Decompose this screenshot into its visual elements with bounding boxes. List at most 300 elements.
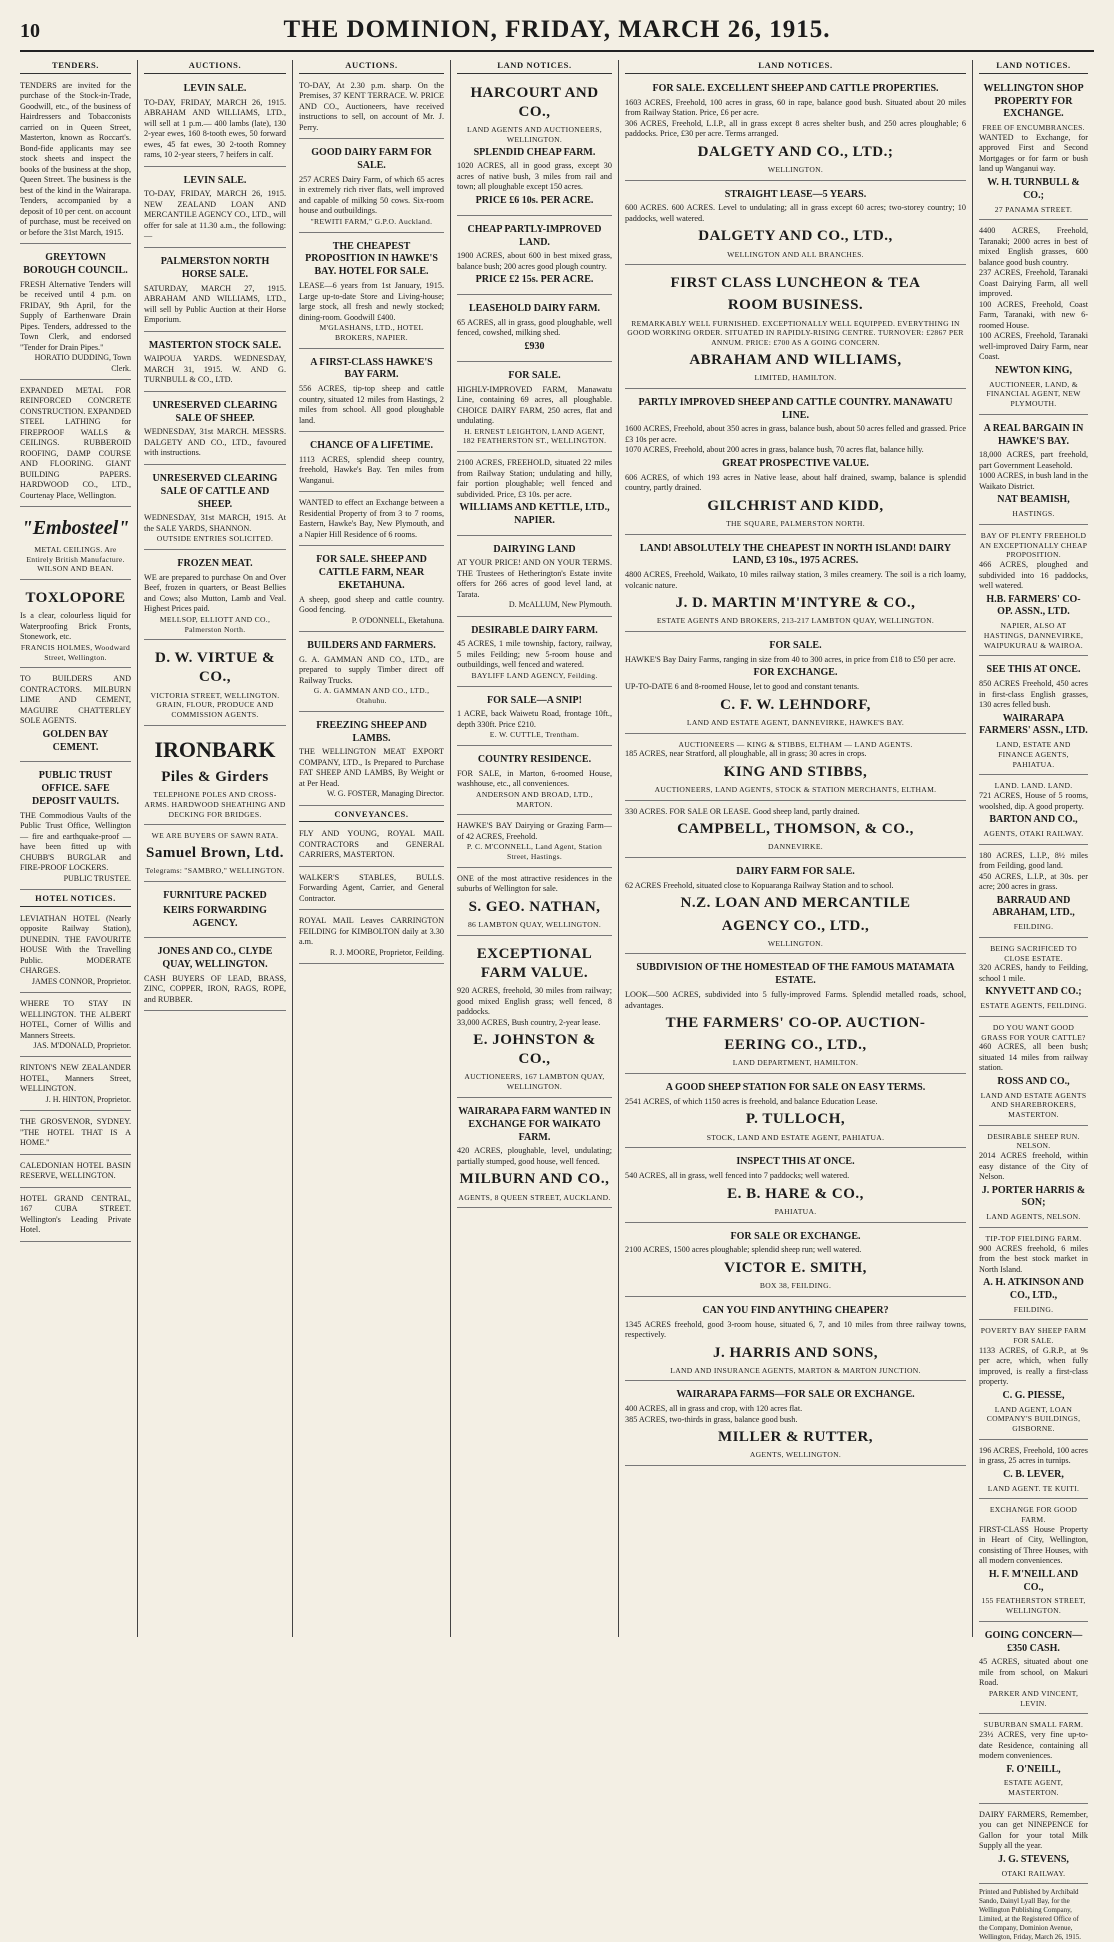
- newspaper-title: THE DOMINION, FRIDAY, MARCH 26, 1915.: [283, 16, 831, 43]
- ad-subtitle: LAND AND ESTATE AGENT, DANNEVIRKE, HAWKE'S BAY.: [686, 717, 905, 727]
- ad-title: LEASEHOLD DAIRY FARM.: [468, 303, 601, 315]
- ad-subtitle: LAND AGENT, LOAN COMPANY'S BUILDINGS, GISBORNE.: [986, 1404, 1081, 1434]
- printer-imprint: Printed and Published by Archibald Sando, Dainyl Lyall Bay, for the Wellington Publishing Company, Limited, at the Registered Office of the Company, Dominion Avenue, Wellington, Friday, March 26, 1915.: [979, 1888, 1082, 1942]
- auction-ad: [144, 251, 286, 332]
- ad-body: WEDNESDAY, 31st MARCH. MESSRS. DALGETY AND CO., LTD., favoured with instructions.: [144, 427, 286, 458]
- ad-subtitle: WELLINGTON AND ALL BRANCHES.: [727, 249, 864, 259]
- ad-signature: JAS. M'DONALD, Proprietor.: [33, 1041, 131, 1051]
- column-heading: LAND NOTICES.: [625, 60, 966, 74]
- stevens-ad: [979, 1807, 1088, 1885]
- ad-body: FOR SALE, in Marton, 6-roomed House, washhouse, etc., all conveniences.: [457, 768, 612, 789]
- going-concern-ad: [979, 1625, 1088, 1715]
- ad-heading: SUBURBAN SMALL FARM.: [983, 1720, 1084, 1730]
- gilchrist-ad: [625, 392, 966, 535]
- ad-body: DAIRY FARMERS, Remember, you can get NINEPENCE for Gallon for your total Milk Supply all the year.: [979, 1809, 1088, 1851]
- ad-body: METAL CEILINGS. Are Entirely British Manufacture. WILSON AND BEAN.: [26, 545, 125, 574]
- column-land-2: [618, 60, 972, 1637]
- ad-title: H. F. M'NEILL AND CO.,: [988, 1568, 1079, 1593]
- ad-heading: WELLINGTON SHOP PROPERTY FOR EXCHANGE.: [983, 82, 1084, 120]
- ad-subtitle: LAND AND ESTATE AGENTS AND SHAREBROKERS, MASTERTON.: [980, 1090, 1087, 1119]
- ad-body: 237 ACRES, Freehold, Taranaki Coast Dairying Farm, all well improved.: [979, 268, 1088, 299]
- ad-subtitle: FEILDING.: [1013, 922, 1054, 932]
- column-tenders: [20, 60, 137, 1637]
- ad-body: 556 ACRES, tip-top sheep and cattle country, situated 12 miles from Hastings, 2 miles from school. All good ploughable land.: [299, 384, 444, 425]
- ad-body: 4800 ACRES, Freehold, Waikato, 10 miles railway station, 3 miles creamery. The soil is a rich loamy, volcanic nature.: [625, 570, 966, 590]
- column-heading: AUCTIONS.: [299, 60, 444, 74]
- ad-subtitle: WELLINGTON.: [767, 938, 824, 948]
- ad-body: A sheep, good sheep and cattle country. Good fencing.: [299, 594, 444, 615]
- ironbark-ad: [144, 729, 286, 826]
- ad-signature: J. H. HINTON, Proprietor.: [45, 1094, 131, 1104]
- ad-body: FRESH Alternative Tenders will be received until 4 p.m. on FRIDAY, 9th April, for the Supply of Earthenware Drain Pipes. Tenders, addressed to the Town Clerk, and endorsed "Tender for Drain Pipes.": [20, 279, 131, 352]
- ad-body: 920 ACRES, freehold, 30 miles from railway; good mixed English grass; well fenced, 8 paddocks.: [457, 986, 612, 1017]
- ad-body: 45 ACRES, 1 mile township, factory, railway, 5 miles Feilding; new 5-room house and outbuildings, well fenced and watered.: [457, 639, 612, 670]
- embosteel-ad: [20, 510, 131, 580]
- page-number: 10: [20, 20, 40, 42]
- ad-body: 1603 ACRES, Freehold, 100 acres in grass, 60 in rape, balance good bush. Situated about 20 miles from Railway Station. Price, £6 per acre.: [625, 97, 966, 118]
- ad-subtitle: ESTATE AGENT, MASTERTON.: [1003, 1778, 1064, 1798]
- ad-title: KING AND STIBBS,: [723, 763, 868, 780]
- ad-body: ONE of the most attractive residences in the suburbs of Wellington for sale.: [457, 873, 612, 894]
- auction-ad: [144, 395, 286, 465]
- ad-subtitle: LAND DEPARTMENT, HAMILTON.: [732, 1058, 859, 1068]
- ad-heading: WAIRARAPA FARM WANTED IN EXCHANGE FOR WAIKATO FARM.: [458, 1105, 611, 1143]
- exchange-ad: WANTED to effect an Exchange between a Residential Property of from 3 to 7 rooms, Eastern, Hawke's Bay, New Plymouth, and a Napier Hill Residence of 6 rooms.: [299, 495, 444, 546]
- knyvett-ad: [979, 941, 1088, 1017]
- ad-company: ABRAHAM AND WILLIAMS,: [689, 351, 902, 368]
- conveyances-heading: CONVEYANCES.: [299, 809, 444, 823]
- masthead: [20, 12, 1094, 52]
- ad-signature: HORATIO DUDDING, Town Clerk.: [34, 353, 131, 373]
- ad-body: TO-DAY, FRIDAY, MARCH 26, 1915. NEW ZEALAND LOAN AND MERCANTILE AGENCY CO., LTD., will offer for sale at 11.30 a.m., the following:—: [144, 189, 286, 241]
- column-heading: LAND NOTICES.: [457, 60, 612, 74]
- ad-title: FOR SALE—A SNIP!: [486, 694, 582, 706]
- ad-heading: AUCTIONEERS — KING & STIBBS, ELTHAM — LAND AGENTS.: [678, 739, 913, 749]
- ad-body: UP-TO-DATE 6 and 8-roomed House, let to good and constant tenants.: [625, 682, 860, 692]
- ad-title: LEVIN SALE.: [183, 174, 247, 186]
- ad-company: KEIRS FORWARDING AGENCY.: [163, 904, 267, 929]
- ad-subtitle: LAND AGENTS, NELSON.: [986, 1212, 1081, 1222]
- ad-body: 1020 ACRES, all in good grass, except 30 acres of native bush, 3 miles from rail and town; all ploughable except 150 acres.: [457, 161, 612, 192]
- ad-heading: GREAT PROSPECTIVE VALUE.: [722, 457, 869, 469]
- ad-subtitle: LEVIN.: [1020, 1698, 1047, 1708]
- ad-body: 2541 ACRES, of which 1150 acres is freehold, and balance Education Lease.: [625, 1096, 878, 1106]
- golden-bay-ad: [20, 671, 131, 762]
- ad-subtitle: LAND AGENTS AND AUCTIONEERS, WELLINGTON.: [467, 125, 602, 144]
- ad-body: TO-DAY, FRIDAY, MARCH 26, 1915. ABRAHAM AND WILLIAMS, LTD., will sell at 1 p.m.— 400 lambs (late), 130 2-year ewes, 160 8-tooth ewes, 50 forward ewes, 45 fat ewes, 30 2-tooth Romney rams, 10 2-year steers, 7 heifers in calf.: [144, 97, 286, 160]
- milburn-ad: [457, 1101, 612, 1208]
- ad-title: LEVIN SALE.: [183, 82, 247, 94]
- ad-signature: P. O'DONNELL, Eketahuna.: [351, 615, 444, 625]
- ad-body: 466 ACRES, ploughed and subdivided into 16 paddocks, well watered.: [979, 560, 1088, 591]
- dairying-land-ad: [457, 539, 612, 617]
- ad-body: 1070 ACRES, Freehold, about 200 acres in grass, balance bush, 70 acres flat, balance hilly.: [625, 445, 924, 455]
- ad-body: TO BUILDERS AND CONTRACTORS. MILBURN LIME AND CEMENT, MAGUIRE CHATTERLEY SOLE AGENTS.: [20, 674, 131, 726]
- ad-title: GOLDEN BAY CEMENT.: [42, 728, 109, 753]
- ad-subtitle: LAND, ESTATE AND FINANCE AGENTS, PAHIATUA.: [996, 740, 1071, 769]
- williams-kettle-ad: [457, 455, 612, 536]
- hotel-heading: HOTEL NOTICES.: [20, 893, 131, 907]
- frozen-meat-ad: [144, 553, 286, 640]
- smith-ad: [625, 1226, 966, 1297]
- ad-body: 1000 ACRES, in bush land in the Waikato District.: [979, 471, 1088, 491]
- ad-title: MILLER & RUTTER,: [717, 1429, 874, 1446]
- ad-title: CHANCE OF A LIFETIME.: [310, 440, 433, 452]
- ad-title: MASTERTON STOCK SALE.: [148, 339, 282, 351]
- ad-body: 320 ACRES, handy to Feilding, school 1 mile.: [979, 963, 1088, 983]
- ad-body: WANTED to Exchange, for approved First and Second Mortgages or for farm or bush land up Wanganui way.: [979, 132, 1088, 174]
- ad-body: HAWKE'S Bay Dairy Farms, ranging in size from 40 to 300 acres, in price from £18 to £50 per acre.: [625, 654, 956, 664]
- auction-ad: [144, 335, 286, 392]
- ad-subtitle: FEILDING.: [1013, 1304, 1054, 1314]
- ad-title: DALGETY AND CO., LTD.;: [697, 143, 894, 160]
- ad-signature: W. G. FOSTER, Managing Director.: [326, 789, 444, 799]
- ad-body: ROYAL MAIL Leaves CARRINGTON FEILDING for KIMBOLTON daily at 3.30 a.m.: [299, 916, 444, 947]
- ad-title: F. O'NEILL,: [1006, 1763, 1061, 1775]
- greytown-ad: [20, 247, 131, 380]
- column-heading: LAND NOTICES.: [979, 60, 1088, 74]
- ad-title: TOXLOPORE: [25, 590, 126, 607]
- ad-subtitle: DANNEVIRKE.: [768, 842, 823, 852]
- ad-title: A. H. ATKINSON AND CO., LTD.,: [983, 1277, 1084, 1301]
- column-auctions-1: [137, 60, 292, 1637]
- ad-title: H.B. FARMERS' CO-OP. ASSN., LTD.: [986, 593, 1081, 618]
- ad-body: 400 ACRES, all in grass and crop, with 120 acres flat.: [625, 1404, 803, 1414]
- ad-title: J. G. STEVENS,: [998, 1853, 1069, 1865]
- farm-ad: [299, 435, 444, 492]
- ad-body: 45 ACRES, situated about one mile from school, on Makuri Road.: [979, 1657, 1088, 1688]
- hotel-ad: HOTEL GRAND CENTRAL, 167 CUBA STREET. Wellington's Leading Private Hotel.: [20, 1191, 131, 1242]
- ad-signature: BAYLIFF LAND AGENCY, Feilding.: [471, 670, 598, 680]
- ad-heading: FOR EXCHANGE.: [753, 667, 838, 679]
- snip-ad: [457, 690, 612, 747]
- dalgety-ad: [625, 78, 966, 181]
- ad-body: 900 ACRES freehold, 6 miles from the best stock market in North Island.: [979, 1243, 1088, 1274]
- public-trust-ad: [20, 765, 131, 890]
- ad-heading: BEING SACRIFICED TO CLOSE ESTATE.: [990, 943, 1077, 963]
- ad-body: THE WELLINGTON MEAT EXPORT COMPANY, LTD., Is Prepared to Purchase FAT SHEEP AND LAMBS, By Weight or at Per Head.: [299, 747, 444, 788]
- ad-title: NAT BEAMISH,: [997, 494, 1070, 506]
- ad-body: 62 ACRES Freehold, situated close to Kopuaranga Railway Station and to school.: [625, 880, 894, 890]
- ad-heading: SUBDIVISION OF THE HOMESTEAD OF THE FAMOUS MATAMATA ESTATE.: [636, 962, 955, 987]
- ad-title-line-2: EERING CO., LTD.,: [724, 1037, 867, 1054]
- ad-title: JONES AND CO., CLYDE QUAY, WELLINGTON.: [157, 946, 273, 971]
- ad-body: 23½ ACRES, very fine up-to-date Residence, containing all modern conveniences.: [979, 1730, 1088, 1761]
- ad-body: 540 ACRES, all in grass, well fenced into 7 paddocks; well watered.: [625, 1171, 850, 1181]
- tulloch-ad: [625, 1077, 966, 1148]
- ad-title: J. PORTER HARRIS & SON;: [981, 1184, 1086, 1209]
- ad-subtitle: 27 PANAMA STREET.: [994, 204, 1073, 214]
- ad-body: 385 ACRES, two-thirds in grass, balance good bush.: [625, 1414, 798, 1424]
- hotel-ad: [20, 996, 131, 1057]
- ad-body: 2100 ACRES, FREEHOLD, situated 22 miles from Railway Station; undulating and hilly, fair portion ploughable; well fenced and subdivided. Price, £3 10s. per acre.: [457, 458, 612, 499]
- turnbull-ad: [979, 78, 1088, 220]
- ad-heading: SPLENDID CHEAP FARM.: [473, 146, 596, 158]
- farm-ad: [457, 818, 612, 867]
- toxlopore-ad: [20, 583, 131, 668]
- ad-body: 65 ACRES, all in grass, good ploughable, well fenced, cowshed, milking shed.: [457, 317, 612, 338]
- ad-body: LEVIATHAN HOTEL (Nearly opposite Railway Station), DUNEDIN. THE FAVOURITE HOUSE With the Travelling Public. MODERATE CHARGES.: [20, 913, 131, 976]
- ad-body: 330 ACRES. FOR SALE OR LEASE. Good sheep land, partly drained.: [625, 806, 860, 816]
- ad-price: PRICE £2 15s. PER ACRE.: [475, 274, 594, 286]
- hotel-ad: THE GROSVENOR, SYDNEY. "THE HOTEL THAT IS A HOME.": [20, 1114, 131, 1155]
- ad-body: 33,000 ACRES, Bush country, 2-year lease.: [457, 1017, 601, 1027]
- ad-body: 1133 ACRES, of G.R.P., at 9s per acre, which, when fully improved, is really a first-class property.: [979, 1345, 1088, 1387]
- ad-body: 450 ACRES, L.I.P., at 30s. per acre; 200 acres in grass.: [979, 871, 1088, 892]
- ad-title: C. F. W. LEHNDORF,: [720, 696, 871, 713]
- ad-body: HAWKE'S BAY Dairying or Grazing Farm—of 42 ACRES, Freehold.: [457, 821, 612, 841]
- luncheon-ad: [625, 268, 966, 388]
- ad-heading: A GOOD SHEEP STATION FOR SALE ON EASY TERMS.: [665, 1082, 926, 1094]
- ad-body: THE Commodious Vaults of the Public Trust Office, Wellington — fire and earthquake-proof — have been fitted up with CHUBB'S BURGLAR and FIRE-PROOF LOCKERS.: [20, 810, 131, 873]
- ad-title: FREEZING SHEEP AND LAMBS.: [316, 719, 427, 744]
- column-auctions-2: [292, 60, 450, 1637]
- ad-signature: P. C. M'CONNELL, Land Agent, Station Street, Hastings.: [466, 842, 603, 862]
- land-ad: [457, 298, 612, 362]
- ad-heading: EXCHANGE FOR GOOD FARM.: [989, 1505, 1078, 1525]
- ad-title: S. GEO. NATHAN,: [468, 898, 601, 915]
- ad-body: 18,000 ACRES, part freehold, part Government Leasehold.: [979, 450, 1088, 470]
- auction-ad: TO-DAY, At 2.30 p.m. sharp. On the Premises, 37 KENT TERRACE. W. PRICE AND CO., Auctioneers, have received instructions to sell, on account of Mr. J. Perry.: [299, 78, 444, 140]
- ad-body: FIRST-CLASS House Property in Heart of City, Wellington, consisting of Three Houses, with all modern conveniences.: [979, 1524, 1088, 1566]
- barraud-ad: [979, 848, 1088, 938]
- newton-king-ad: [979, 223, 1088, 414]
- ad-signature: ANDERSON AND BROAD, LTD., MARTON.: [476, 789, 593, 809]
- ad-title: GREYTOWN BOROUGH COUNCIL.: [23, 252, 128, 277]
- ad-title: A FIRST-CLASS HAWKE'S BAY FARM.: [310, 356, 433, 381]
- hotel-ad: [20, 1060, 131, 1111]
- embosteel-logo: "Embosteel": [21, 517, 130, 540]
- ad-body: 1600 ACRES, Freehold, about 350 acres in grass, balance bush, about 50 acres felled and grassed. Price £3 10s per acre.: [625, 424, 966, 444]
- ad-heading: SEE THIS AT ONCE.: [986, 664, 1081, 676]
- ad-heading: PARTLY IMPROVED SHEEP AND CATTLE COUNTRY. MANAWATU LINE.: [638, 396, 953, 421]
- ad-body: TELEPHONE POLES AND CROSS-ARMS. HARDWOOD SHEATHING AND DECKING FOR BRIDGES.: [144, 790, 286, 819]
- ad-subtitle: STOCK, LAND AND ESTATE AGENT, PAHIATUA.: [706, 1132, 885, 1142]
- ad-signature: "REWITI FARM," G.P.O. Auckland.: [310, 216, 433, 226]
- ad-heading: EXCEPTIONAL FARM VALUE.: [476, 945, 593, 981]
- ad-subtitle: WELLINGTON.: [767, 164, 824, 174]
- atkinson-ad: [979, 1231, 1088, 1321]
- ad-signature: H. ERNEST LEIGHTON, LAND AGENT, 182 FEATHERSTON ST., WELLINGTON.: [462, 426, 607, 446]
- columns: [20, 60, 1094, 1942]
- ad-body: 180 ACRES, L.I.P., 8½ miles from Feilding, good land.: [979, 850, 1088, 871]
- tender-ad: TENDERS are invited for the purchase of the Stock-in-Trade, Goodwill, etc., of the business of Hairdressers and Tobacconists carried on in Queen Street, Masterton, known as Roccart's. Bond-fide applicants may see stock sheets and inspect the books of the business at the shop, Queen Street. The business is the best of the kind in the Wairarapa. Tenders, accompanied by a deposit of 10 per cent. on account of purchase, must be received on or before the 31st March, 1915.: [20, 78, 131, 245]
- ad-body: WE are prepared to purchase On and Over Beef, frozen in quarters, or Beast Bellies and Cows; also Mutton, Lamb and Veal. Highest Prices paid.: [144, 572, 286, 614]
- ad-body: VICTORIA STREET, WELLINGTON. GRAIN, FLOUR, PRODUCE AND COMMISSION AGENTS.: [150, 690, 280, 720]
- miller-rutter-ad: [625, 1384, 966, 1466]
- ad-title: HARCOURT AND CO.,: [470, 84, 599, 121]
- ad-title: THE FARMERS' CO-OP. AUCTION-: [665, 1015, 926, 1032]
- ad-title: W. H. TURNBULL & CO.;: [987, 176, 1080, 201]
- ad-subtitle: LIMITED, HAMILTON.: [754, 373, 837, 382]
- ad-title: FOR SALE.: [508, 369, 561, 381]
- ad-title: THE CHEAPEST PROPOSITION IN HAWKE'S BAY. HOTEL FOR SALE.: [305, 240, 438, 278]
- ad-title: KNYVETT AND CO.;: [985, 986, 1082, 998]
- ad-heading: FOR SALE OR EXCHANGE.: [730, 1230, 861, 1242]
- beamish-ad: [979, 418, 1088, 525]
- ad-title: MILBURN AND CO.,: [459, 1171, 610, 1188]
- farm-ad: [299, 549, 444, 632]
- ad-subtitle: PAHIATUA.: [774, 1206, 817, 1216]
- oneill-ad: [979, 1717, 1088, 1803]
- dalgety-lease-ad: [625, 184, 966, 266]
- ad-body: REMARKABLY WELL FURNISHED. EXCEPTIONALLY WELL EQUIPPED. EVERYTHING IN GOOD WORKING ORDER. SITUATED IN RAPIDLY-RISING CENTRE. TURNOVER: £2867 PER ANNUM. PRICE: £700 AS A GOING CONCERN.: [627, 318, 964, 348]
- ad-title: Samuel Brown, Ltd.: [146, 845, 284, 862]
- land-ad: [457, 219, 612, 295]
- jones-ad: [144, 941, 286, 1011]
- ad-title: BARTON AND CO.,: [989, 814, 1078, 826]
- auction-ad: [144, 170, 286, 248]
- ad-title: NEWTON KING,: [994, 364, 1073, 376]
- ad-body: 257 ACRES Dairy Farm, of which 65 acres in extremely rich river flats, well improved and capable of milking 50 cows. Six-room house and outbuildings.: [299, 174, 444, 216]
- conveyance-ad: WALKER'S STABLES, BULLS. Forwarding Agent, Carrier, and General Contractor.: [299, 870, 444, 911]
- ad-subtitle: LAND AGENT. TE KUITI.: [987, 1483, 1080, 1493]
- ad-body: 600 ACRES. 600 ACRES. Level to undulating; all in grass except 60 acres; two-storey country; 10 paddocks, well watered.: [625, 203, 966, 223]
- ad-body: 100 ACRES, Freehold, Coast Farm, Taranaki, with new 6-roomed House.: [979, 299, 1088, 330]
- ad-body: G. A. GAMMAN AND CO., LTD., are prepared to supply Timber direct off Railway Trucks.: [299, 654, 444, 685]
- ad-body: 100 ACRES, Freehold, Taranaki well-improved Dairy Farm, near Coast.: [979, 331, 1088, 362]
- king-stibbs-ad: [625, 737, 966, 801]
- ad-note: OUTSIDE ENTRIES SOLICITED.: [156, 534, 274, 544]
- auction-ad: [144, 468, 286, 550]
- ad-signature: M'GLASHANS, LTD., HOTEL BROKERS, NAPIER.: [319, 323, 424, 342]
- ad-title: P. TULLOCH,: [745, 1111, 846, 1128]
- ad-body: HIGHLY-IMPROVED FARM, Manawatu Line, containing 69 acres, all ploughable. CHOICE DAIRY FARM, 250 acres, flat and undulating.: [457, 384, 612, 426]
- ad-subtitle: NAPIER, ALSO AT HASTINGS, DANNEVIRKE, WAIPUKURAU & WAIROA.: [983, 621, 1084, 650]
- conveyance-ad: [299, 913, 444, 964]
- ad-title-line-2: AGENCY CO., LTD.,: [721, 917, 870, 934]
- ad-subtitle: HASTINGS.: [1012, 509, 1055, 519]
- dairy-farm-ad: [299, 142, 444, 232]
- ad-title: J. HARRIS AND SONS,: [713, 1344, 878, 1361]
- ad-heading: GOING CONCERN—£350 CASH.: [984, 1629, 1083, 1654]
- ad-body: 420 ACRES, ploughable, level, undulating; partially stumped, good house, well fenced.: [457, 1146, 612, 1166]
- conveyance-ad: FLY AND YOUNG, ROYAL MAIL CONTRACTORS and GENERAL CARRIERS, MASTERTON.: [299, 826, 444, 867]
- ad-title: BUILDERS AND FARMERS.: [307, 640, 436, 652]
- harcourt-ad: [457, 78, 612, 216]
- ad-title: GILCHRIST AND KIDD,: [707, 497, 884, 514]
- leighton-ad: [457, 365, 612, 452]
- ad-title: FOR SALE. SHEEP AND CATTLE FARM, NEAR EKETAHUNA.: [316, 554, 427, 591]
- ad-subtitle: AUCTIONEERS, LAND AGENTS, STOCK & STATION MERCHANTS, ELTHAM.: [654, 784, 937, 794]
- keirs-ad: [144, 885, 286, 938]
- ad-signature: G. A. GAMMAN AND CO., LTD., Otahuhu.: [313, 686, 430, 706]
- farm-ad: [299, 352, 444, 433]
- ad-subtitle: AUCTIONEER, LAND, & FINANCIAL AGENT, NEW PLYMOUTH.: [986, 379, 1081, 409]
- campbell-ad: [625, 804, 966, 858]
- timber-ad: [299, 635, 444, 712]
- dairy-farm-ad: [457, 620, 612, 687]
- ad-title: DAIRYING LAND: [493, 543, 576, 555]
- ad-heading: TIP-TOP FIELDING FARM.: [985, 1233, 1082, 1243]
- ad-subtitle: OTAKI RAILWAY.: [1001, 1868, 1066, 1878]
- ad-subtitle: ESTATE AGENTS AND BROKERS, 213-217 LAMBTON QUAY, WELLINGTON.: [656, 616, 935, 626]
- ad-title: COUNTRY RESIDENCE.: [477, 754, 592, 766]
- ad-signature: E. W. CUTTLE, Trentham.: [489, 730, 580, 740]
- ad-body: 606 ACRES, of which 193 acres in Native lease, about half drained, swamp, balance is splendid country, partly drained.: [625, 472, 966, 493]
- hotel-ad: CALEDONIAN HOTEL BASIN RESERVE, WELLINGTON.: [20, 1158, 131, 1188]
- ad-subtitle: AGENTS, OTAKI RAILWAY.: [983, 828, 1084, 838]
- ad-title: GOOD DAIRY FARM FOR SALE.: [311, 147, 432, 172]
- expanded-metal-ad: EXPANDED METAL FOR REINFORCED CONCRETE CONSTRUCTION. EXPANDED STEEL LATHING for FIREPROOF WALLS & CEILINGS. RUBBEROID ROOFING, DAMP COURSE AND FLOORING. GIANT BUILDING PAPERS. HARDWOOD CO., LTD., Courtenay Place, Wellington.: [20, 383, 131, 508]
- lever-ad: [979, 1443, 1088, 1500]
- ad-body: 850 ACRES Freehold, 450 acres in first-class English grasses, 130 acres felled bush.: [979, 679, 1088, 710]
- ad-signature: R. J. MOORE, Proprietor, Feilding.: [329, 947, 444, 957]
- mneill-ad: [979, 1502, 1088, 1621]
- ad-body: 2014 ACRES freehold, within easy distance of the City of Nelson.: [979, 1151, 1088, 1182]
- auction-ad: [144, 78, 286, 167]
- ad-signature: PUBLIC TRUSTEE.: [63, 873, 131, 883]
- ad-body: 721 ACRES, House of 5 rooms, woolshed, dip. A good property.: [979, 791, 1088, 811]
- ad-body: LOOK—500 ACRES, subdivided into 5 fully-improved Farms. Splendid metalled roads, school, advantages.: [625, 990, 966, 1010]
- ad-subtitle: 155 FEATHERSTON STREET, WELLINGTON.: [981, 1596, 1086, 1616]
- ironbark-title: IRONBARK: [154, 736, 276, 762]
- mintyre-ad: [625, 538, 966, 633]
- ad-title: CHEAP PARTLY-IMPROVED LAND.: [467, 223, 602, 248]
- virtue-ad: [144, 643, 286, 726]
- ad-heading: INSPECT THIS AT ONCE.: [736, 1156, 855, 1168]
- ad-title: FROZEN MEAT.: [177, 558, 253, 570]
- ad-title: E. JOHNSTON & CO.,: [473, 1032, 596, 1068]
- ad-signature: MELLSOP, ELLIOTT AND CO., Palmerston North.: [159, 614, 271, 634]
- ad-heading: STRAIGHT LEASE—5 YEARS.: [724, 188, 867, 200]
- ad-heading: DO YOU WANT GOOD GRASS FOR YOUR CATTLE?: [981, 1022, 1086, 1042]
- ad-title: C. B. LEVER,: [1003, 1468, 1064, 1480]
- ad-signature: FRANCIS HOLMES, Woodward Street, Wellington.: [20, 642, 131, 662]
- ad-title: C. G. PIESSE,: [1002, 1389, 1065, 1401]
- ad-title: DALGETY AND CO., LTD.,: [698, 228, 893, 245]
- ad-subtitle: 86 LAMBTON QUAY, WELLINGTON.: [467, 920, 602, 930]
- ad-body: 306 ACRES, Freehold, L.I.P., all in grass except 8 acres shelter bush, and 250 acres ploughable; 6 paddocks. Price, £30 per acre. Terms arranged.: [625, 118, 966, 139]
- farmers-coop-ad: [625, 957, 966, 1074]
- ad-title: CAMPBELL, THOMSON, & CO.,: [677, 821, 914, 838]
- residence-ad: [457, 749, 612, 815]
- nathan-ad: [457, 871, 612, 936]
- ad-subtitle: AUCTIONEERS, 167 LAMBTON QUAY, WELLINGTON.: [464, 1072, 605, 1092]
- ross-ad: [979, 1020, 1088, 1126]
- ad-subtitle: BOX 38, FEILDING.: [759, 1281, 832, 1291]
- ad-subtitle: AGENTS, WELLINGTON.: [749, 1450, 842, 1460]
- ad-signature: D. McALLUM, New Plymouth.: [508, 600, 612, 610]
- ad-title: ROSS AND CO.,: [997, 1075, 1070, 1087]
- ad-body: RINTON'S NEW ZEALANDER HOTEL, Manners Street, WELLINGTON.: [20, 1063, 131, 1094]
- ad-heading: FOR SALE.: [769, 640, 822, 652]
- hotel-sale-ad: [299, 236, 444, 349]
- column-land-1: [450, 60, 618, 1637]
- ad-subtitle: LAND AND INSURANCE AGENTS, MARTON & MARTON JUNCTION.: [670, 1365, 921, 1375]
- ad-body: Is a clear, colourless liquid for Waterproofing Brick Fronts, Stonework, etc.: [20, 611, 131, 642]
- ad-title: D. W. VIRTUE & CO.,: [155, 650, 275, 686]
- ad-body: 1345 ACRES freehold, good 3-room house, situated 6, 7, and 10 miles from three railway towns, respectively.: [625, 1319, 966, 1340]
- ad-title: UNRESERVED CLEARING SALE OF SHEEP.: [152, 399, 278, 424]
- ad-subheading: FREE OF ENCUMBRANCES.: [982, 123, 1085, 133]
- ad-body: 1113 ACRES, splendid sheep country, freehold, Hawke's Bay. Ten miles from Wanganui.: [299, 454, 444, 485]
- ad-price: PRICE £6 10s. PER ACRE.: [475, 194, 594, 206]
- column-land-3: [972, 60, 1094, 1942]
- ad-heading: BAY OF PLENTY FREEHOLD AN EXCEPTIONALLY CHEAP PROPOSITION.: [979, 530, 1088, 560]
- ad-title-line-2: ROOM BUSINESS.: [727, 297, 864, 314]
- ad-heading: A REAL BARGAIN IN HAWKE'S BAY.: [983, 422, 1084, 447]
- ad-heading: LAND. LAND. LAND.: [994, 781, 1073, 791]
- ad-body: AT YOUR PRICE! AND ON YOUR TERMS. THE Trustees of Hetherington's Estate invite offers for 266 acres of good level land, at Tarata.: [457, 558, 612, 599]
- ad-body: WEDNESDAY, 31st MARCH, 1915. At the SALE YARDS, SHANNON.: [144, 513, 286, 533]
- column-heading: TENDERS.: [20, 60, 131, 74]
- ad-title: PARKER AND VINCENT,: [988, 1688, 1079, 1698]
- ad-heading: DAIRY FARM FOR SALE.: [736, 866, 855, 878]
- ad-title: FIRST CLASS LUNCHEON & TEA: [670, 275, 921, 292]
- ad-body: Telegrams: "SAMBRO," WELLINGTON.: [145, 866, 285, 876]
- ad-heading: WAIRARAPA FARMS—FOR SALE OR EXCHANGE.: [676, 1389, 915, 1401]
